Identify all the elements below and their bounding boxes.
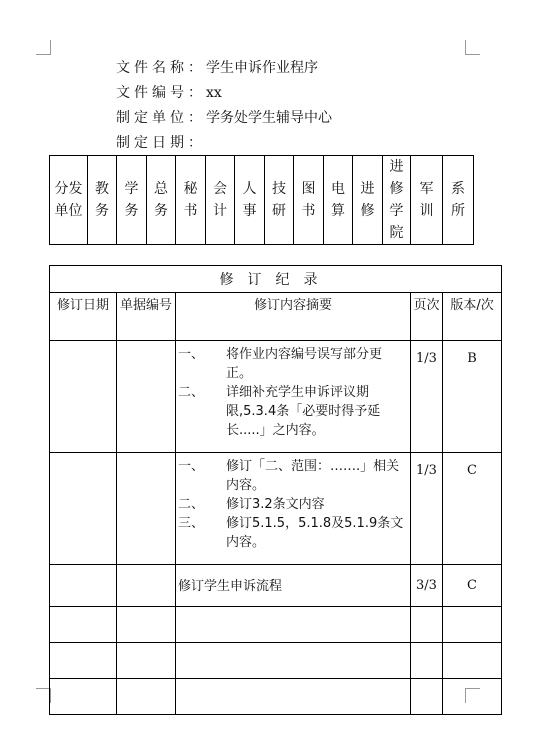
header-doc-no: 单据编号	[117, 293, 176, 341]
item-text: 将作业内容编号误写部分更正。	[226, 347, 383, 381]
revision-date-cell	[50, 453, 117, 565]
distribution-unit-cell	[176, 156, 206, 245]
distribution-unit-cell	[88, 156, 117, 245]
empty-cell	[117, 643, 176, 679]
page-cell: 1/3	[411, 341, 443, 453]
table-row-empty	[50, 643, 502, 679]
distribution-unit: 技研	[272, 181, 286, 219]
file-no-label: 文件编号：	[116, 85, 206, 101]
distribution-unit: 军训	[419, 181, 434, 219]
date-label: 制定日期：	[116, 135, 206, 151]
doc-no-cell	[117, 453, 176, 565]
distribution-unit-cell	[265, 156, 294, 245]
empty-cell	[50, 607, 117, 643]
distribution-unit-cell	[117, 156, 147, 245]
table-row	[50, 453, 502, 565]
version-cell: C	[443, 453, 502, 565]
item-text: 修订5.1.5，5.1.8及5.1.9条文内容。	[226, 516, 404, 550]
unit-row	[116, 106, 332, 131]
item-number: 二、	[178, 385, 205, 400]
item-number: 二、	[178, 497, 205, 512]
item-text: 修订「二、范围：…….」相关内容。	[226, 459, 400, 493]
version-cell: B	[443, 341, 502, 453]
distribution-unit-cell	[411, 156, 443, 245]
item-text: 修订3.2条文内容	[226, 497, 325, 512]
unit-label: 制定单位：	[116, 110, 206, 126]
summary-cell	[176, 341, 411, 453]
distribution-unit-cell	[353, 156, 383, 245]
distribution-unit: 人事	[242, 181, 257, 219]
empty-cell	[176, 643, 411, 679]
header-version: 版本/次	[443, 293, 502, 341]
doc-no-cell	[117, 565, 176, 607]
version-cell: C	[443, 565, 502, 607]
distribution-header: 分发单位	[54, 181, 83, 219]
empty-cell	[411, 679, 443, 715]
item-text: 详细补充学生申诉评议期限,5.3.4条「必要时得予延长.....」之内容。	[226, 385, 381, 438]
summary-cell	[176, 453, 411, 565]
header-summary: 修订内容摘要	[176, 293, 411, 341]
file-no-row	[116, 81, 332, 106]
summary-item	[178, 345, 407, 383]
page-cell: 1/3	[411, 453, 443, 565]
table-row-empty	[50, 679, 502, 715]
distribution-header-cell	[50, 156, 88, 245]
table-row	[50, 565, 502, 607]
distribution-unit: 会计	[213, 181, 227, 219]
empty-cell	[117, 607, 176, 643]
doc-no-cell	[117, 341, 176, 453]
empty-cell	[443, 679, 502, 715]
distribution-unit: 系所	[451, 181, 465, 219]
table-row	[50, 341, 502, 453]
empty-cell	[50, 679, 117, 715]
empty-cell	[50, 643, 117, 679]
page-cell: 3/3	[411, 565, 443, 607]
distribution-unit: 学务	[124, 181, 139, 219]
empty-cell	[117, 679, 176, 715]
item-number: 三、	[178, 516, 205, 531]
distribution-unit-cell	[443, 156, 474, 245]
empty-cell	[443, 607, 502, 643]
distribution-table	[49, 155, 474, 245]
revision-date-cell	[50, 565, 117, 607]
empty-cell	[411, 607, 443, 643]
distribution-unit-cell	[383, 156, 411, 245]
distribution-unit: 总务	[154, 181, 168, 219]
file-no-value: xx	[206, 85, 222, 101]
item-number: 一、	[178, 347, 205, 362]
distribution-unit: 秘书	[183, 181, 198, 219]
summary-item	[178, 495, 407, 514]
file-name-row	[116, 56, 332, 81]
distribution-unit: 进修	[360, 181, 375, 219]
distribution-unit-cell	[206, 156, 235, 245]
distribution-unit: 电算	[331, 181, 345, 219]
distribution-unit-cell	[294, 156, 324, 245]
distribution-unit-cell	[324, 156, 353, 245]
file-name-value: 学生申诉作业程序	[206, 60, 318, 76]
revision-date-cell	[50, 341, 117, 453]
summary-item	[178, 514, 407, 552]
empty-cell	[411, 643, 443, 679]
revision-table	[49, 265, 502, 715]
document-meta	[116, 56, 332, 156]
header-page: 页次	[411, 293, 443, 341]
distribution-unit: 教务	[95, 181, 109, 219]
table-row-empty	[50, 607, 502, 643]
distribution-unit: 进修学院	[389, 159, 404, 241]
summary-item	[178, 457, 407, 495]
corner-mark-top-right	[465, 40, 480, 55]
distribution-unit: 图书	[301, 181, 316, 219]
date-row	[116, 131, 332, 156]
distribution-unit-cell	[147, 156, 176, 245]
distribution-unit-cell	[235, 156, 265, 245]
empty-cell	[176, 607, 411, 643]
corner-mark-top-left	[36, 40, 51, 55]
item-number: 一、	[178, 459, 205, 474]
empty-cell	[176, 679, 411, 715]
revision-title: 修订纪录	[50, 266, 502, 293]
summary-cell: 修订学生申诉流程	[176, 565, 411, 607]
unit-value: 学务处学生辅导中心	[206, 110, 332, 126]
header-revision-date: 修订日期	[50, 293, 117, 341]
empty-cell	[443, 643, 502, 679]
summary-item	[178, 383, 407, 440]
file-name-label: 文件名称：	[116, 60, 206, 76]
